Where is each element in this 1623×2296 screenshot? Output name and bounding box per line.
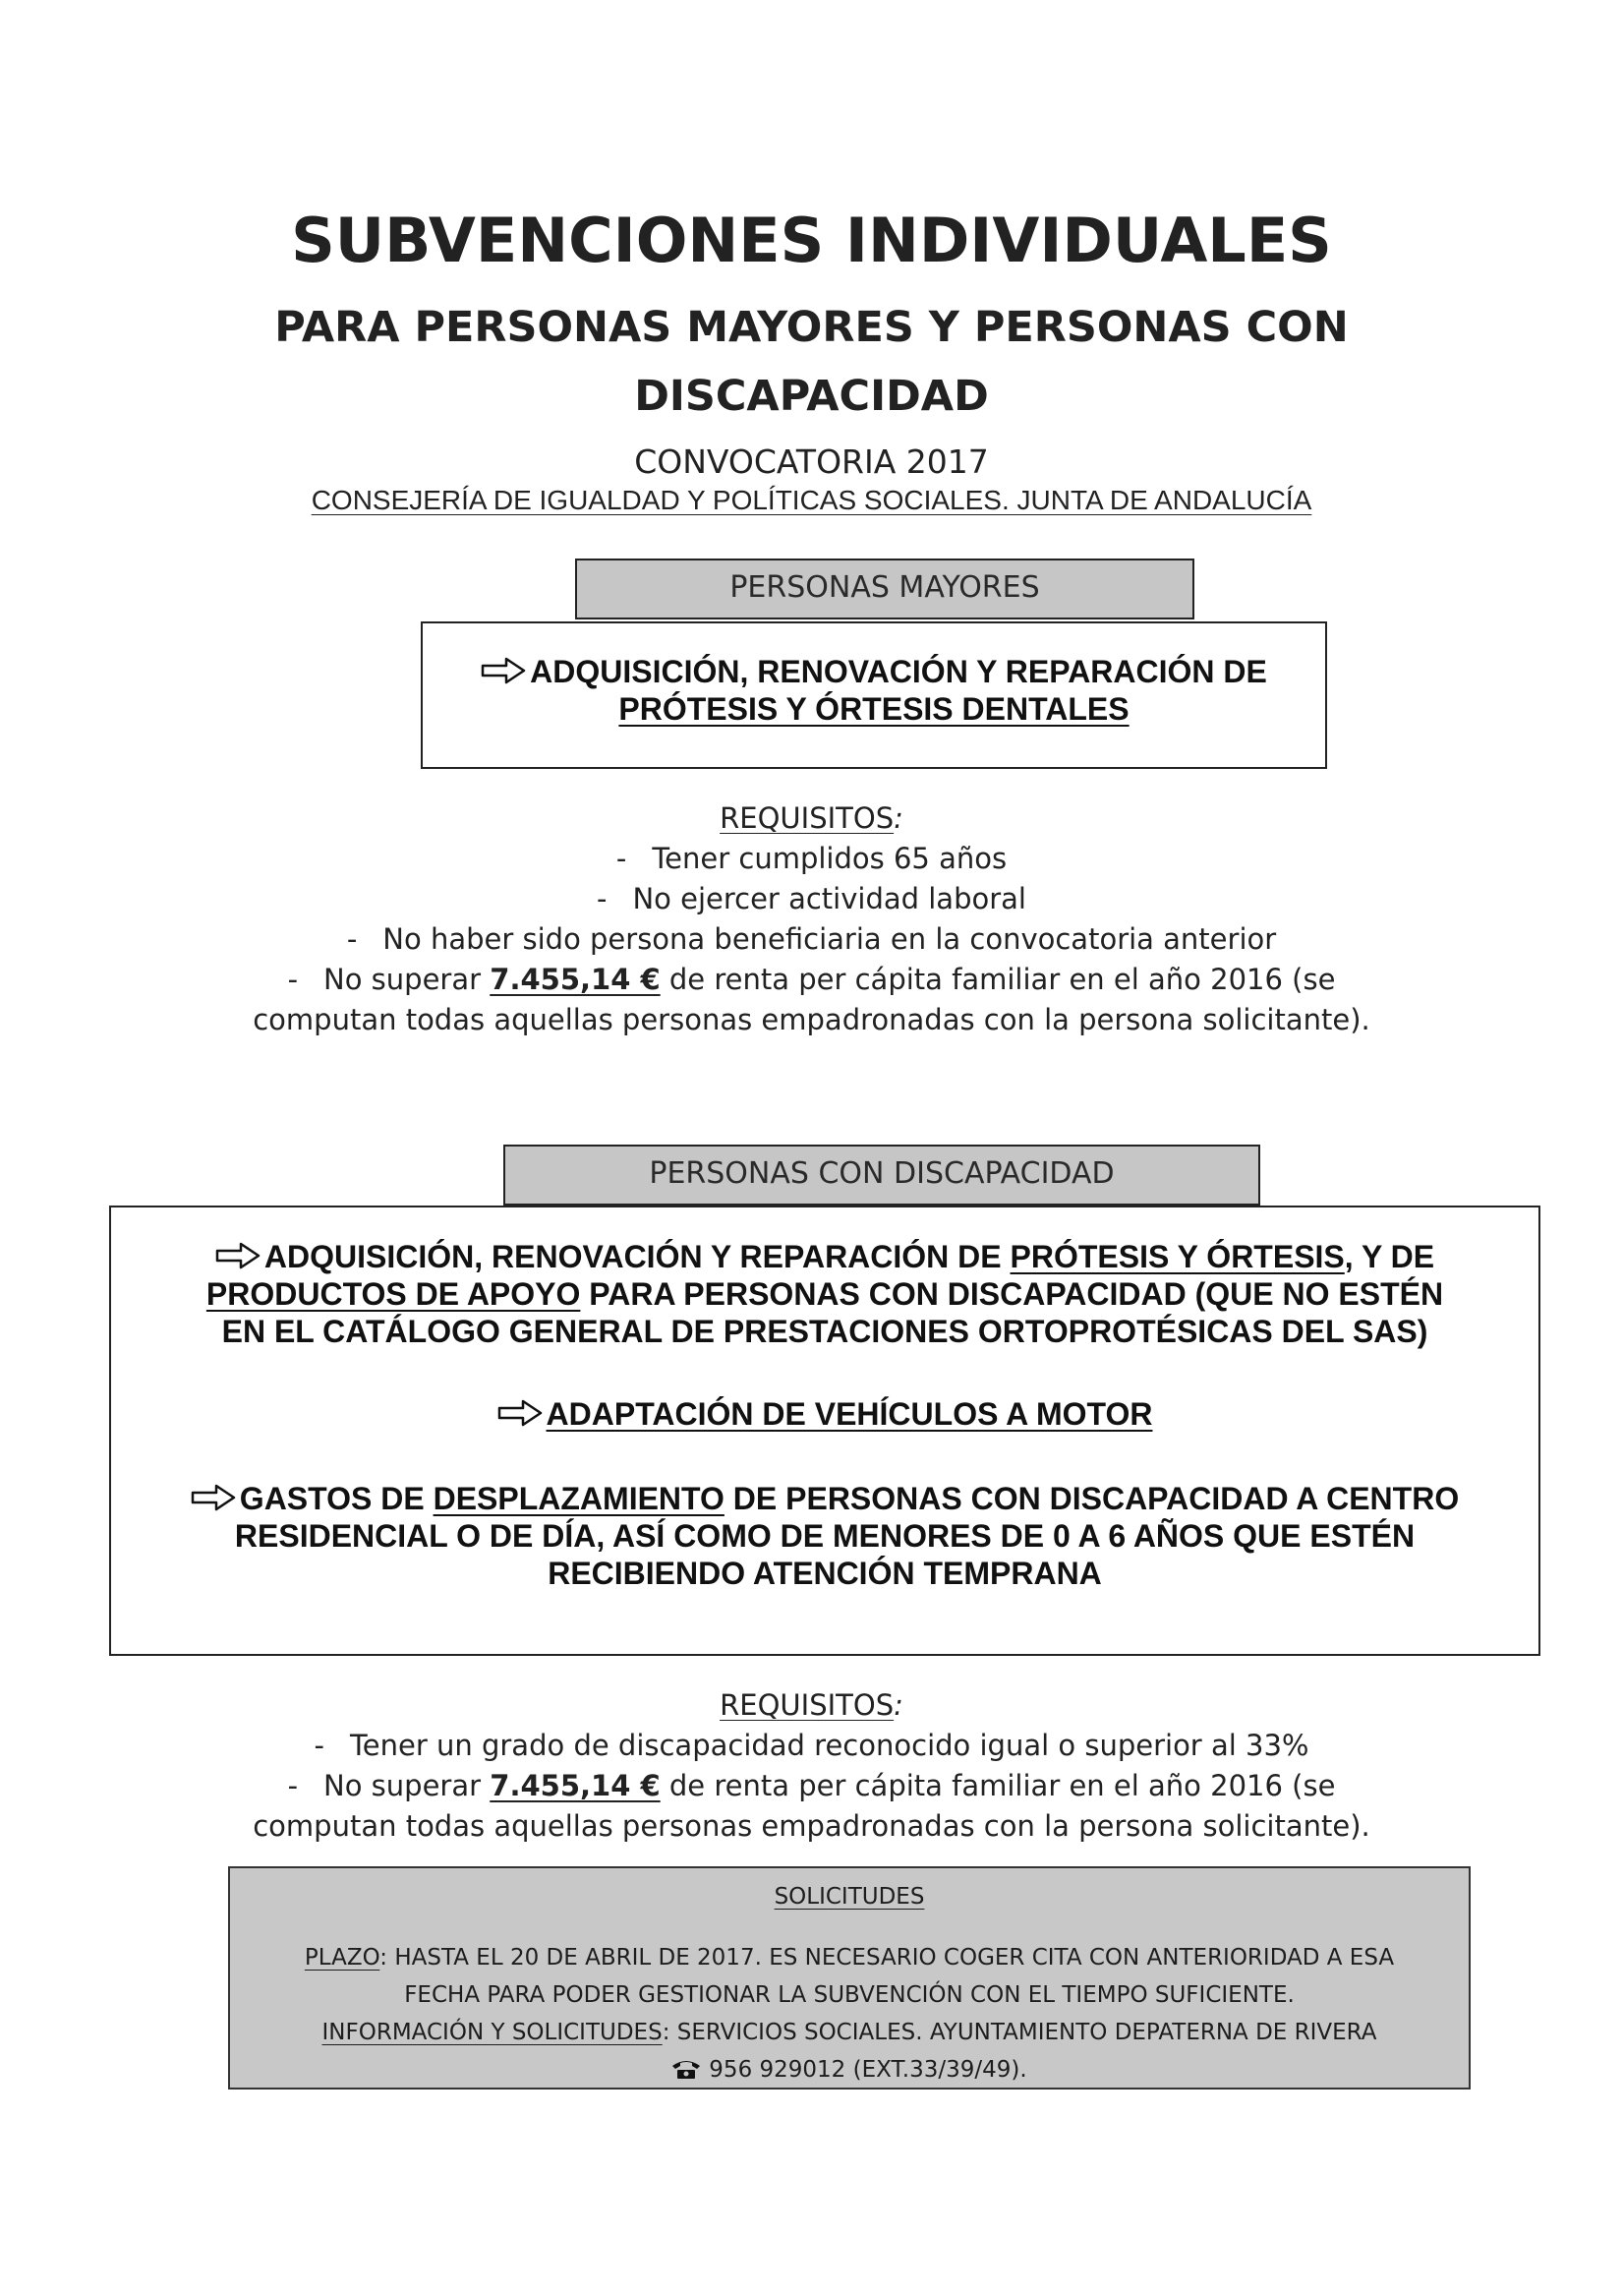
income-limit-amount: 7.455,14 € bbox=[490, 1769, 661, 1802]
section-heading-discapacidad bbox=[503, 1145, 1260, 1206]
right-arrow-icon bbox=[481, 657, 526, 684]
discapacidad-item1-text: PARA PERSONAS CON DISCAPACIDAD (QUE NO ESTÉN bbox=[580, 1276, 1444, 1312]
discapacidad-item1-text: EN EL CATÁLOGO GENERAL DE PRESTACIONES ORTOPROTÉSICAS DEL SAS) bbox=[221, 1314, 1428, 1349]
requirement-item: - No superar 7.455,14 € de renta per cápita familiar en el año 2016 (se bbox=[287, 963, 1336, 996]
organism-label: CONSEJERÍA DE IGUALDAD Y POLÍTICAS SOCIALES. JUNTA DE ANDALUCÍA bbox=[311, 485, 1312, 515]
solicitudes-heading: SOLICITUDES bbox=[774, 1884, 925, 1910]
requirement-text: No superar bbox=[323, 1769, 491, 1802]
requirement-text: No ejercer actividad laboral bbox=[632, 882, 1026, 915]
discapacidad-requirements bbox=[0, 1685, 1623, 1847]
solicitudes-box bbox=[228, 1866, 1471, 2090]
discapacidad-item1-protesis: PRÓTESIS Y ÓRTESIS bbox=[1010, 1239, 1345, 1274]
info-label: INFORMACIÓN Y SOLICITUDES bbox=[321, 2020, 663, 2045]
plazo-text-continuation: FECHA PARA PODER GESTIONAR LA SUBVENCIÓN CON EL TIEMPO SUFICIENTE. bbox=[404, 1982, 1295, 2008]
right-arrow-icon bbox=[215, 1242, 261, 1269]
discapacidad-benefits-box bbox=[109, 1206, 1540, 1656]
phone-number: 956 929012 (EXT.33/39/49). bbox=[709, 2057, 1027, 2083]
mayores-requirements bbox=[0, 798, 1623, 1040]
requisitos-colon: : bbox=[894, 801, 903, 835]
mayores-item-line1: ADQUISICIÓN, RENOVACIÓN Y REPARACIÓN DE bbox=[530, 654, 1267, 689]
discapacidad-item3-desplazamiento: DESPLAZAMIENTO bbox=[433, 1481, 725, 1516]
document-subtitle-line1: PARA PERSONAS MAYORES Y PERSONAS CON bbox=[274, 303, 1349, 352]
section-heading-mayores bbox=[575, 559, 1194, 619]
telephone-icon bbox=[671, 2058, 701, 2080]
requirement-text: Tener un grado de discapacidad reconocido igual o superior al 33% bbox=[350, 1729, 1309, 1762]
mayores-item-line2: PRÓTESIS Y ÓRTESIS DENTALES bbox=[618, 691, 1130, 727]
requirement-text: No superar bbox=[323, 963, 491, 996]
discapacidad-item1-productos: PRODUCTOS DE APOYO bbox=[205, 1276, 581, 1312]
discapacidad-item1-text: , Y DE bbox=[1344, 1239, 1435, 1274]
requirement-text: de renta per cápita familiar en el año 2016 (se bbox=[660, 963, 1336, 996]
requirement-item: - No ejercer actividad laboral bbox=[597, 882, 1026, 915]
mayores-benefits-box bbox=[421, 621, 1327, 769]
discapacidad-item2-text: ADAPTACIÓN DE VEHÍCULOS A MOTOR bbox=[546, 1396, 1153, 1432]
convocatoria-label: CONVOCATORIA 2017 bbox=[634, 442, 989, 481]
document-title: SUBVENCIONES INDIVIDUALES bbox=[291, 205, 1332, 276]
discapacidad-item3-text: GASTOS DE bbox=[239, 1481, 434, 1516]
requirement-item: - No haber sido persona beneficiaria en la convocatoria anterior bbox=[346, 922, 1277, 956]
requirement-text: de renta per cápita familiar en el año 2016 (se bbox=[660, 1769, 1336, 1802]
right-arrow-icon bbox=[497, 1399, 543, 1427]
requirement-text: No haber sido persona beneficiaria en la convocatoria anterior bbox=[382, 922, 1277, 956]
requisitos-label: REQUISITOS bbox=[720, 801, 895, 835]
requirement-item: - Tener un grado de discapacidad reconocido igual o superior al 33% bbox=[314, 1729, 1309, 1762]
right-arrow-icon bbox=[191, 1484, 236, 1511]
section-heading-discapacidad-label: PERSONAS CON DISCAPACIDAD bbox=[649, 1156, 1115, 1191]
plazo-text: : HASTA EL 20 DE ABRIL DE 2017. ES NECESARIO COGER CITA CON ANTERIORIDAD A ESA bbox=[379, 1945, 1395, 1971]
section-heading-mayores-label: PERSONAS MAYORES bbox=[729, 570, 1040, 605]
plazo-label: PLAZO bbox=[304, 1945, 380, 1971]
requirement-item: - No superar 7.455,14 € de renta per cápita familiar en el año 2016 (se bbox=[287, 1769, 1336, 1802]
income-limit-amount: 7.455,14 € bbox=[490, 963, 661, 996]
requirement-item: - Tener cumplidos 65 años bbox=[615, 842, 1008, 875]
info-text: : SERVICIOS SOCIALES. AYUNTAMIENTO DEPATERNA DE RIVERA bbox=[662, 2020, 1377, 2045]
discapacidad-item1-text: ADQUISICIÓN, RENOVACIÓN Y REPARACIÓN DE bbox=[263, 1239, 1011, 1274]
requisitos-colon: : bbox=[894, 1688, 903, 1722]
discapacidad-item3-text: RESIDENCIAL O DE DÍA, ASÍ COMO DE MENORES DE 0 A 6 AÑOS QUE ESTÉN bbox=[234, 1518, 1416, 1554]
requisitos-label: REQUISITOS bbox=[720, 1688, 895, 1722]
discapacidad-item3-text: DE PERSONAS CON DISCAPACIDAD A CENTRO bbox=[724, 1481, 1460, 1516]
discapacidad-item3-text: RECIBIENDO ATENCIÓN TEMPRANA bbox=[548, 1556, 1102, 1591]
requirement-text-continuation: computan todas aquellas personas empadronadas con la persona solicitante). bbox=[253, 1003, 1370, 1036]
document-subtitle-line2: DISCAPACIDAD bbox=[634, 372, 989, 421]
requirement-text-continuation: computan todas aquellas personas empadronadas con la persona solicitante). bbox=[253, 1809, 1370, 1843]
requirement-text: Tener cumplidos 65 años bbox=[652, 842, 1008, 875]
